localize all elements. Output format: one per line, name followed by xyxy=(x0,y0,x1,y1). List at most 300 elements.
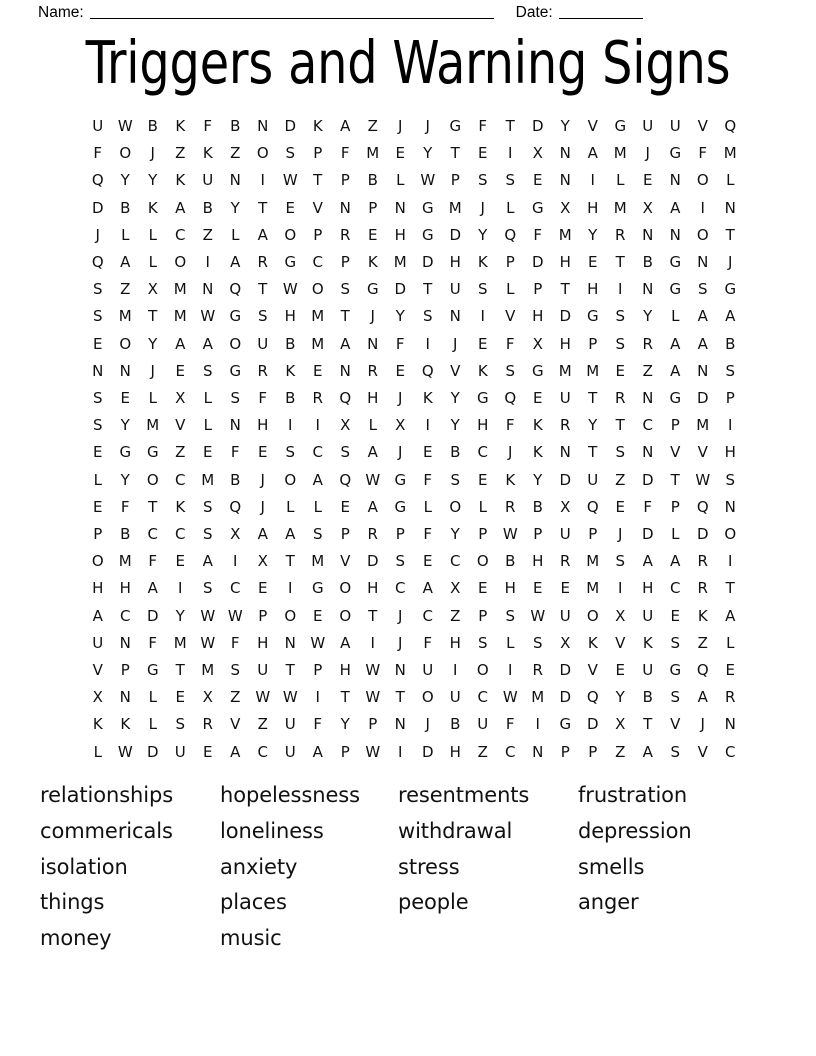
grid-cell[interactable]: S xyxy=(477,280,488,299)
grid-cell[interactable]: M xyxy=(586,552,600,571)
grid-cell[interactable]: C xyxy=(477,688,488,707)
grid-cell[interactable]: K xyxy=(477,361,488,380)
grid-cell[interactable]: L xyxy=(506,198,515,217)
grid-cell[interactable]: F xyxy=(423,525,433,544)
grid-cell[interactable]: K xyxy=(587,633,598,652)
grid-cell[interactable]: X xyxy=(560,633,571,652)
grid-cell[interactable]: K xyxy=(175,497,186,516)
grid-cell[interactable]: T xyxy=(725,579,735,598)
grid-cell[interactable]: R xyxy=(560,416,571,435)
grid-cell[interactable]: E xyxy=(93,443,103,462)
grid-cell[interactable]: P xyxy=(725,389,735,408)
word-bank-item[interactable]: stress xyxy=(398,854,460,879)
grid-cell[interactable]: W xyxy=(420,171,436,190)
grid-cell[interactable]: S xyxy=(615,443,626,462)
grid-cell[interactable]: A xyxy=(175,334,186,353)
grid-cell[interactable]: J xyxy=(508,443,513,462)
grid-cell[interactable]: U xyxy=(642,606,654,625)
grid-cell[interactable]: H xyxy=(642,579,654,598)
grid-cell[interactable]: A xyxy=(642,742,653,761)
grid-cell[interactable]: S xyxy=(202,525,213,544)
grid-cell[interactable]: C xyxy=(175,470,186,489)
grid-cell[interactable]: K xyxy=(532,443,543,462)
grid-cell[interactable]: F xyxy=(203,117,213,135)
grid-cell[interactable]: J xyxy=(95,225,100,244)
grid-cell[interactable]: R xyxy=(505,497,516,516)
grid-cell[interactable]: C xyxy=(505,742,516,761)
grid-cell[interactable]: W xyxy=(282,280,298,299)
grid-cell[interactable]: O xyxy=(229,334,242,353)
grid-cell[interactable]: G xyxy=(559,715,572,734)
grid-cell[interactable]: F xyxy=(230,633,240,652)
grid-cell[interactable]: J xyxy=(260,497,265,516)
grid-cell[interactable]: E xyxy=(340,497,350,516)
grid-cell[interactable]: L xyxy=(203,389,212,408)
grid-cell[interactable]: A xyxy=(725,606,736,625)
grid-cell[interactable]: Q xyxy=(586,497,599,516)
grid-cell[interactable]: R xyxy=(560,552,571,571)
grid-cell[interactable]: A xyxy=(312,742,323,761)
grid-cell[interactable]: E xyxy=(313,361,323,380)
grid-cell[interactable]: M xyxy=(173,633,187,652)
grid-cell[interactable]: U xyxy=(174,742,186,761)
grid-cell[interactable]: P xyxy=(340,742,350,761)
grid-cell[interactable]: Q xyxy=(339,389,352,408)
grid-cell[interactable]: B xyxy=(147,117,158,135)
grid-cell[interactable]: N xyxy=(559,144,571,163)
grid-cell[interactable]: L xyxy=(478,497,487,516)
grid-cell[interactable]: C xyxy=(312,253,323,272)
grid-cell[interactable]: U xyxy=(477,715,489,734)
grid-cell[interactable]: E xyxy=(670,606,680,625)
grid-cell[interactable]: M xyxy=(586,579,600,598)
grid-cell[interactable]: C xyxy=(312,443,323,462)
grid-cell[interactable]: V xyxy=(230,715,241,734)
grid-cell[interactable]: V xyxy=(697,742,708,761)
grid-cell[interactable]: M xyxy=(201,661,215,680)
grid-cell[interactable]: F xyxy=(230,443,240,462)
grid-cell[interactable]: D xyxy=(394,280,407,299)
word-bank-item[interactable]: depression xyxy=(578,818,692,843)
grid-cell[interactable]: H xyxy=(477,416,489,435)
grid-cell[interactable]: I xyxy=(618,280,623,299)
grid-cell[interactable]: H xyxy=(284,307,296,326)
grid-cell[interactable]: B xyxy=(505,552,516,571)
grid-cell[interactable]: U xyxy=(559,525,571,544)
grid-cell[interactable]: Z xyxy=(477,742,488,761)
grid-cell[interactable]: F xyxy=(148,552,158,571)
grid-cell[interactable]: U xyxy=(422,661,434,680)
grid-cell[interactable]: O xyxy=(256,144,269,163)
grid-cell[interactable]: G xyxy=(449,117,462,135)
grid-cell[interactable]: L xyxy=(671,525,680,544)
grid-cell[interactable]: E xyxy=(93,334,103,353)
grid-cell[interactable]: U xyxy=(92,633,104,652)
grid-cell[interactable]: C xyxy=(477,443,488,462)
grid-cell[interactable]: I xyxy=(508,144,513,163)
grid-cell[interactable]: A xyxy=(642,552,653,571)
grid-cell[interactable]: S xyxy=(202,497,213,516)
grid-cell[interactable]: B xyxy=(285,334,296,353)
grid-cell[interactable]: H xyxy=(449,742,461,761)
grid-cell[interactable]: O xyxy=(586,606,599,625)
grid-cell[interactable]: H xyxy=(532,307,544,326)
grid-cell[interactable]: I xyxy=(728,416,733,435)
grid-cell[interactable]: N xyxy=(642,389,654,408)
grid-cell[interactable]: E xyxy=(725,661,735,680)
grid-cell[interactable]: W xyxy=(255,688,271,707)
grid-cell[interactable]: E xyxy=(478,144,488,163)
grid-cell[interactable]: O xyxy=(119,144,132,163)
grid-cell[interactable]: O xyxy=(284,606,297,625)
grid-cell[interactable]: L xyxy=(616,171,625,190)
grid-cell[interactable]: Q xyxy=(91,253,104,272)
grid-cell[interactable]: M xyxy=(586,361,600,380)
grid-cell[interactable]: U xyxy=(92,117,104,135)
grid-cell[interactable]: P xyxy=(313,225,323,244)
grid-cell[interactable]: J xyxy=(370,307,375,326)
grid-cell[interactable]: N xyxy=(532,742,544,761)
grid-cell[interactable]: N xyxy=(449,307,461,326)
grid-cell[interactable]: N xyxy=(229,171,241,190)
grid-cell[interactable]: T xyxy=(175,661,185,680)
grid-cell[interactable]: N xyxy=(697,253,709,272)
grid-cell[interactable]: G xyxy=(669,389,682,408)
grid-cell[interactable]: H xyxy=(559,253,571,272)
word-bank-item[interactable]: anxiety xyxy=(220,854,298,879)
grid-cell[interactable]: A xyxy=(202,552,213,571)
grid-cell[interactable]: A xyxy=(257,225,268,244)
grid-cell[interactable]: H xyxy=(587,280,599,299)
grid-cell[interactable]: R xyxy=(312,389,323,408)
grid-cell[interactable]: T xyxy=(450,144,460,163)
grid-cell[interactable]: F xyxy=(505,334,515,353)
grid-cell[interactable]: U xyxy=(202,171,214,190)
grid-cell[interactable]: X xyxy=(642,198,653,217)
grid-cell[interactable]: J xyxy=(425,715,430,734)
grid-cell[interactable]: J xyxy=(728,253,733,272)
grid-cell[interactable]: J xyxy=(398,117,403,135)
grid-cell[interactable]: H xyxy=(92,579,104,598)
grid-cell[interactable]: N xyxy=(559,443,571,462)
grid-cell[interactable]: N xyxy=(339,198,351,217)
grid-cell[interactable]: J xyxy=(425,117,430,135)
grid-cell[interactable]: B xyxy=(642,688,653,707)
grid-cell[interactable]: V xyxy=(175,416,186,435)
grid-cell[interactable]: M xyxy=(696,416,710,435)
grid-cell[interactable]: K xyxy=(92,715,103,734)
grid-cell[interactable]: Y xyxy=(450,525,460,544)
grid-cell[interactable]: L xyxy=(121,225,130,244)
grid-cell[interactable]: R xyxy=(725,688,736,707)
grid-cell[interactable]: E xyxy=(615,497,625,516)
grid-cell[interactable]: A xyxy=(422,579,433,598)
grid-cell[interactable]: D xyxy=(586,715,599,734)
grid-cell[interactable]: A xyxy=(670,198,681,217)
grid-cell[interactable]: P xyxy=(670,497,680,516)
grid-cell[interactable]: R xyxy=(615,225,626,244)
grid-cell[interactable]: M xyxy=(558,225,572,244)
grid-cell[interactable]: Z xyxy=(202,225,213,244)
grid-cell[interactable]: N xyxy=(669,225,681,244)
grid-cell[interactable]: Y xyxy=(120,416,130,435)
grid-cell[interactable]: B xyxy=(230,470,241,489)
grid-cell[interactable]: S xyxy=(725,361,736,380)
grid-cell[interactable]: U xyxy=(449,688,461,707)
grid-cell[interactable]: N xyxy=(559,171,571,190)
grid-cell[interactable]: R xyxy=(367,525,378,544)
grid-cell[interactable]: M xyxy=(531,688,545,707)
grid-cell[interactable]: I xyxy=(480,307,485,326)
grid-cell[interactable]: E xyxy=(423,443,433,462)
grid-cell[interactable]: R xyxy=(340,225,351,244)
grid-cell[interactable]: J xyxy=(618,525,623,544)
grid-cell[interactable]: P xyxy=(313,661,323,680)
grid-cell[interactable]: P xyxy=(450,171,460,190)
grid-cell[interactable]: G xyxy=(394,497,407,516)
grid-cell[interactable]: P xyxy=(588,742,598,761)
grid-cell[interactable]: V xyxy=(587,117,598,135)
grid-cell[interactable]: V xyxy=(450,361,461,380)
grid-cell[interactable]: P xyxy=(120,661,130,680)
grid-cell[interactable]: A xyxy=(92,606,103,625)
grid-cell[interactable]: P xyxy=(395,525,405,544)
grid-cell[interactable]: A xyxy=(697,688,708,707)
grid-cell[interactable]: E xyxy=(615,361,625,380)
grid-cell[interactable]: V xyxy=(92,661,103,680)
grid-cell[interactable]: H xyxy=(724,443,736,462)
grid-cell[interactable]: V xyxy=(670,443,681,462)
grid-cell[interactable]: A xyxy=(285,525,296,544)
grid-cell[interactable]: R xyxy=(642,334,653,353)
grid-cell[interactable]: S xyxy=(312,525,323,544)
grid-cell[interactable]: H xyxy=(257,633,269,652)
grid-cell[interactable]: Q xyxy=(724,117,737,135)
grid-cell[interactable]: A xyxy=(697,307,708,326)
grid-cell[interactable]: S xyxy=(340,443,351,462)
grid-cell[interactable]: U xyxy=(257,661,269,680)
grid-cell[interactable]: E xyxy=(203,742,213,761)
grid-cell[interactable]: S xyxy=(230,661,241,680)
grid-cell[interactable]: W xyxy=(117,117,133,135)
grid-cell[interactable]: Z xyxy=(257,715,268,734)
grid-cell[interactable]: A xyxy=(725,307,736,326)
grid-cell[interactable]: G xyxy=(229,307,242,326)
grid-cell[interactable]: A xyxy=(367,497,378,516)
grid-cell[interactable]: X xyxy=(92,688,103,707)
grid-cell[interactable]: L xyxy=(93,470,102,489)
grid-cell[interactable]: X xyxy=(615,715,626,734)
grid-cell[interactable]: I xyxy=(315,416,320,435)
grid-cell[interactable]: L xyxy=(368,416,377,435)
grid-cell[interactable]: A xyxy=(230,742,241,761)
grid-cell[interactable]: M xyxy=(201,470,215,489)
word-bank-item[interactable]: anger xyxy=(578,890,639,915)
grid-cell[interactable]: M xyxy=(173,280,187,299)
grid-cell[interactable]: S xyxy=(505,361,516,380)
grid-cell[interactable]: S xyxy=(175,715,186,734)
grid-cell[interactable]: T xyxy=(615,253,625,272)
grid-cell[interactable]: D xyxy=(449,225,462,244)
grid-cell[interactable]: N xyxy=(642,225,654,244)
grid-cell[interactable]: Z xyxy=(230,144,241,163)
grid-cell[interactable]: S xyxy=(725,470,736,489)
grid-cell[interactable]: G xyxy=(586,307,599,326)
grid-cell[interactable]: W xyxy=(502,688,518,707)
grid-cell[interactable]: Y xyxy=(450,389,460,408)
grid-cell[interactable]: S xyxy=(477,171,488,190)
grid-cell[interactable]: D xyxy=(284,117,297,135)
grid-cell[interactable]: S xyxy=(615,552,626,571)
grid-cell[interactable]: O xyxy=(724,525,737,544)
grid-cell[interactable]: F xyxy=(698,144,708,163)
word-bank-item[interactable]: relationships xyxy=(40,783,174,807)
grid-cell[interactable]: G xyxy=(669,144,682,163)
grid-cell[interactable]: I xyxy=(233,552,238,571)
grid-cell[interactable]: C xyxy=(642,416,653,435)
grid-cell[interactable]: P xyxy=(478,525,488,544)
grid-cell[interactable]: Y xyxy=(395,307,405,326)
grid-cell[interactable]: V xyxy=(670,715,681,734)
grid-cell[interactable]: E xyxy=(395,144,405,163)
grid-cell[interactable]: J xyxy=(398,606,403,625)
grid-cell[interactable]: N xyxy=(339,361,351,380)
grid-cell[interactable]: I xyxy=(535,715,540,734)
grid-cell[interactable]: K xyxy=(147,198,158,217)
grid-cell[interactable]: Y xyxy=(615,688,625,707)
grid-cell[interactable]: I xyxy=(288,579,293,598)
grid-cell[interactable]: G xyxy=(229,361,242,380)
grid-cell[interactable]: W xyxy=(227,606,243,625)
grid-cell[interactable]: X xyxy=(532,144,543,163)
grid-cell[interactable]: G xyxy=(119,443,132,462)
grid-cell[interactable]: X xyxy=(560,198,571,217)
grid-cell[interactable]: R xyxy=(532,661,543,680)
grid-cell[interactable]: Q xyxy=(504,225,517,244)
grid-cell[interactable]: I xyxy=(425,416,430,435)
grid-cell[interactable]: K xyxy=(285,361,296,380)
grid-cell[interactable]: E xyxy=(175,552,185,571)
grid-cell[interactable]: Y xyxy=(643,307,653,326)
grid-cell[interactable]: Y xyxy=(450,416,460,435)
grid-cell[interactable]: E xyxy=(368,225,378,244)
grid-cell[interactable]: L xyxy=(148,688,157,707)
grid-cell[interactable]: C xyxy=(175,525,186,544)
grid-cell[interactable]: N xyxy=(724,497,736,516)
grid-cell[interactable]: E xyxy=(533,171,543,190)
grid-cell[interactable]: T xyxy=(368,606,378,625)
grid-cell[interactable]: D xyxy=(146,742,159,761)
grid-cell[interactable]: R xyxy=(202,715,213,734)
grid-cell[interactable]: J xyxy=(398,443,403,462)
grid-cell[interactable]: A xyxy=(367,443,378,462)
grid-cell[interactable]: T xyxy=(643,715,653,734)
grid-cell[interactable]: G xyxy=(366,280,379,299)
grid-cell[interactable]: Z xyxy=(615,742,626,761)
grid-cell[interactable]: L xyxy=(506,280,515,299)
grid-cell[interactable]: Q xyxy=(696,661,709,680)
grid-cell[interactable]: K xyxy=(367,253,378,272)
grid-cell[interactable]: L xyxy=(506,633,515,652)
grid-cell[interactable]: S xyxy=(450,470,461,489)
grid-cell[interactable]: P xyxy=(533,525,543,544)
grid-cell[interactable]: Y xyxy=(423,144,433,163)
grid-cell[interactable]: E xyxy=(478,334,488,353)
grid-cell[interactable]: L xyxy=(203,416,212,435)
grid-cell[interactable]: G xyxy=(311,579,324,598)
grid-cell[interactable]: G xyxy=(421,225,434,244)
grid-cell[interactable]: S xyxy=(92,307,103,326)
grid-cell[interactable]: M xyxy=(393,253,407,272)
grid-cell[interactable]: G xyxy=(146,661,159,680)
grid-cell[interactable]: E xyxy=(643,171,653,190)
grid-cell[interactable]: S xyxy=(395,552,406,571)
grid-cell[interactable]: S xyxy=(92,389,103,408)
grid-cell[interactable]: M xyxy=(311,552,325,571)
grid-cell[interactable]: N xyxy=(642,443,654,462)
grid-cell[interactable]: E xyxy=(395,361,405,380)
grid-cell[interactable]: S xyxy=(505,171,516,190)
grid-cell[interactable]: N xyxy=(92,361,104,380)
grid-cell[interactable]: L xyxy=(671,307,680,326)
grid-cell[interactable]: S xyxy=(670,742,681,761)
grid-cell[interactable]: J xyxy=(645,144,650,163)
grid-cell[interactable]: G xyxy=(669,280,682,299)
grid-cell[interactable]: P xyxy=(533,280,543,299)
grid-cell[interactable]: B xyxy=(202,198,213,217)
grid-cell[interactable]: E xyxy=(588,253,598,272)
grid-cell[interactable]: K xyxy=(202,144,213,163)
grid-cell[interactable]: X xyxy=(202,688,213,707)
grid-cell[interactable]: U xyxy=(284,715,296,734)
grid-cell[interactable]: M xyxy=(613,198,627,217)
grid-cell[interactable]: T xyxy=(423,280,433,299)
grid-cell[interactable]: I xyxy=(288,416,293,435)
grid-cell[interactable]: J xyxy=(398,389,403,408)
grid-cell[interactable]: Z xyxy=(230,688,241,707)
grid-cell[interactable]: S xyxy=(285,443,296,462)
grid-cell[interactable]: A xyxy=(230,253,241,272)
grid-cell[interactable]: K xyxy=(422,389,433,408)
grid-cell[interactable]: D xyxy=(559,307,572,326)
grid-cell[interactable]: Q xyxy=(339,470,352,489)
grid-cell[interactable]: D xyxy=(559,470,572,489)
grid-cell[interactable]: E xyxy=(615,661,625,680)
grid-cell[interactable]: P xyxy=(505,253,515,272)
grid-cell[interactable]: C xyxy=(422,606,433,625)
grid-cell[interactable]: G xyxy=(531,361,544,380)
grid-cell[interactable]: F xyxy=(533,225,543,244)
grid-cell[interactable]: Z xyxy=(642,361,653,380)
grid-cell[interactable]: R xyxy=(367,361,378,380)
grid-cell[interactable]: O xyxy=(311,280,324,299)
grid-cell[interactable]: C xyxy=(175,225,186,244)
grid-cell[interactable]: Z xyxy=(615,470,626,489)
word-bank-item[interactable]: things xyxy=(40,890,105,915)
grid-cell[interactable]: K xyxy=(505,470,516,489)
grid-cell[interactable]: T xyxy=(285,552,295,571)
grid-cell[interactable]: L xyxy=(396,171,405,190)
grid-cell[interactable]: Y xyxy=(560,117,570,135)
grid-cell[interactable]: T xyxy=(148,497,158,516)
grid-cell[interactable]: Z xyxy=(697,633,708,652)
grid-cell[interactable]: Z xyxy=(175,144,186,163)
grid-cell[interactable]: M xyxy=(311,334,325,353)
grid-cell[interactable]: B xyxy=(450,443,461,462)
grid-cell[interactable]: W xyxy=(365,742,381,761)
grid-cell[interactable]: F xyxy=(505,416,515,435)
grid-cell[interactable]: R xyxy=(697,552,708,571)
